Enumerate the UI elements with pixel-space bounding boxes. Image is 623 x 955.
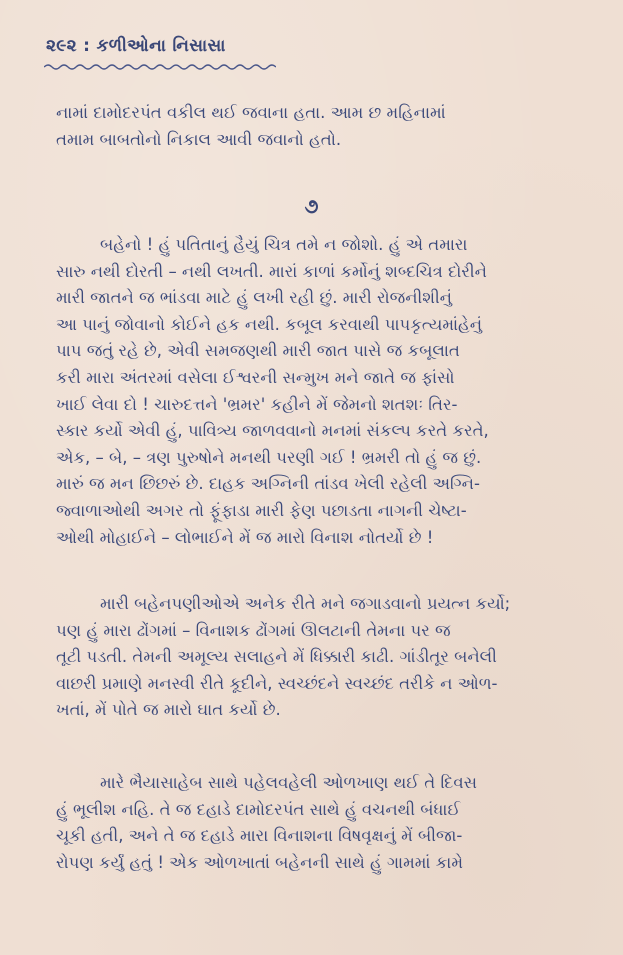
text-line: નામાં દામોદરપંત વકીલ થઈ જવાના હતા. આમ છ મહિનામાં xyxy=(56,103,446,122)
text-line: સ્કાર કર્યો એવી હું, પાવિત્ર્ય જાળવવાનો મનમાં સંકલ્પ કરતે કરતે, xyxy=(56,421,489,441)
text-line: કરી મારા અંતરમાં વસેલા ઈશ્વરની સન્મુખ મને જાતે જ ફાંસો xyxy=(56,367,455,387)
text-line: મારી બહેનપણીઓએ અનેક રીતે મને જગાડવાનો પ્રયત્ન કર્યો; xyxy=(100,594,511,613)
text-line: મારી જાતને જ ભાંડવા માટે હું લખી રહી છું. મારી રોજનીશીનું xyxy=(56,288,452,308)
running-head: ૨૯૨ : કળીઓના નિસાસા xyxy=(46,36,226,56)
text-line: તમામ બાબતોનો નિકાલ આવી જવાનો હતો. xyxy=(56,129,342,149)
section-number: ૭ xyxy=(304,194,319,218)
text-line: પાપ જતું રહે છે, એવી સમજણથી મારી જાત પાસે જ કબૂલાત xyxy=(56,341,460,361)
text-line: ચૂકી હતી, અને તે જ દહાડે મારા વિનાશના વિષવૃક્ષનું મેં બીજા- xyxy=(56,826,463,846)
text-line: જ્વાળાઓથી અગર તો ફૂંફાડા મારી ફેણ પછાડતા નાગની ચેષ્ટા- xyxy=(56,500,467,520)
text-line: પણ હું મારા ઢોંગમાં – વિનાશક ઢોંગમાં ઊલટાની તેમના પર જ xyxy=(56,620,451,640)
intro-paragraph xyxy=(56,100,572,153)
text-line: આ પાનું જોવાનો કોઈને હક નથી. કબૂલ કરવાથી પાપકૃત્યમાંહેનું xyxy=(56,314,483,334)
text-line: ખતાં, મેં પોતે જ મારો ઘાત કર્યો છે. xyxy=(56,700,281,720)
text-line: વાછરી પ્રમાણે મનસ્વી રીતે કૂદીને, સ્વચ્છંદને સ્વચ્છંદ તરીકે ન ઓળ- xyxy=(56,673,498,693)
text-line: હું ભૂલીશ નહિ. તે જ દહાડે દામોદરપંત સાથે હું વચનથી બંધાઈ xyxy=(56,799,461,819)
text-line: ઓથી મોહાઈને – લોભાઈને મેં જ મારો વિનાશ નોતર્યો છે ! xyxy=(56,527,434,547)
text-line: ખાઈ લેવા દો ! ચારુદત્તને 'ભ્રમર' કહીને મેં જેમનો શતશઃ તિર- xyxy=(56,394,458,414)
paragraph-1 xyxy=(56,232,572,551)
wavy-underline-ornament xyxy=(44,62,276,72)
text-line: સારુ નથી દોરતી – નથી લખતી. મારાં કાળાં કર્મોનું શબ્દચિત્ર દોરીને xyxy=(56,261,487,281)
text-line: એક, – બે, – ત્રણ પુરુષોને મનથી પરણી ગઈ ! ભ્રમરી તો હું જ છું. xyxy=(56,447,482,467)
text-line: મારે ભૈયાસાહેબ સાથે પહેલવહેલી ઓળખાણ થઈ તે દિવસ xyxy=(100,773,478,792)
text-line: મારું જ મન છિછરું છે. દાહક અગ્નિની તાંડવ ખેલી રહેલી અગ્નિ- xyxy=(56,474,480,494)
text-line: બહેનો ! હું પતિતાનું હૈયું ચિત્ર તમે ન જોશો. હું એ તમારા xyxy=(100,235,468,254)
paragraph-3 xyxy=(56,770,572,876)
text-line: રોપણ કર્યું હતું ! એક ઓળખાતાં બહેનની સાથે હું ગામમાં કામે xyxy=(56,852,463,872)
paragraph-2 xyxy=(56,591,572,724)
text-line: તૂટી પડતી. તેમની અમૂલ્ય સલાહને મેં ધિક્કારી કાઢી. ગાંડીતૂર બનેલી xyxy=(56,647,497,667)
